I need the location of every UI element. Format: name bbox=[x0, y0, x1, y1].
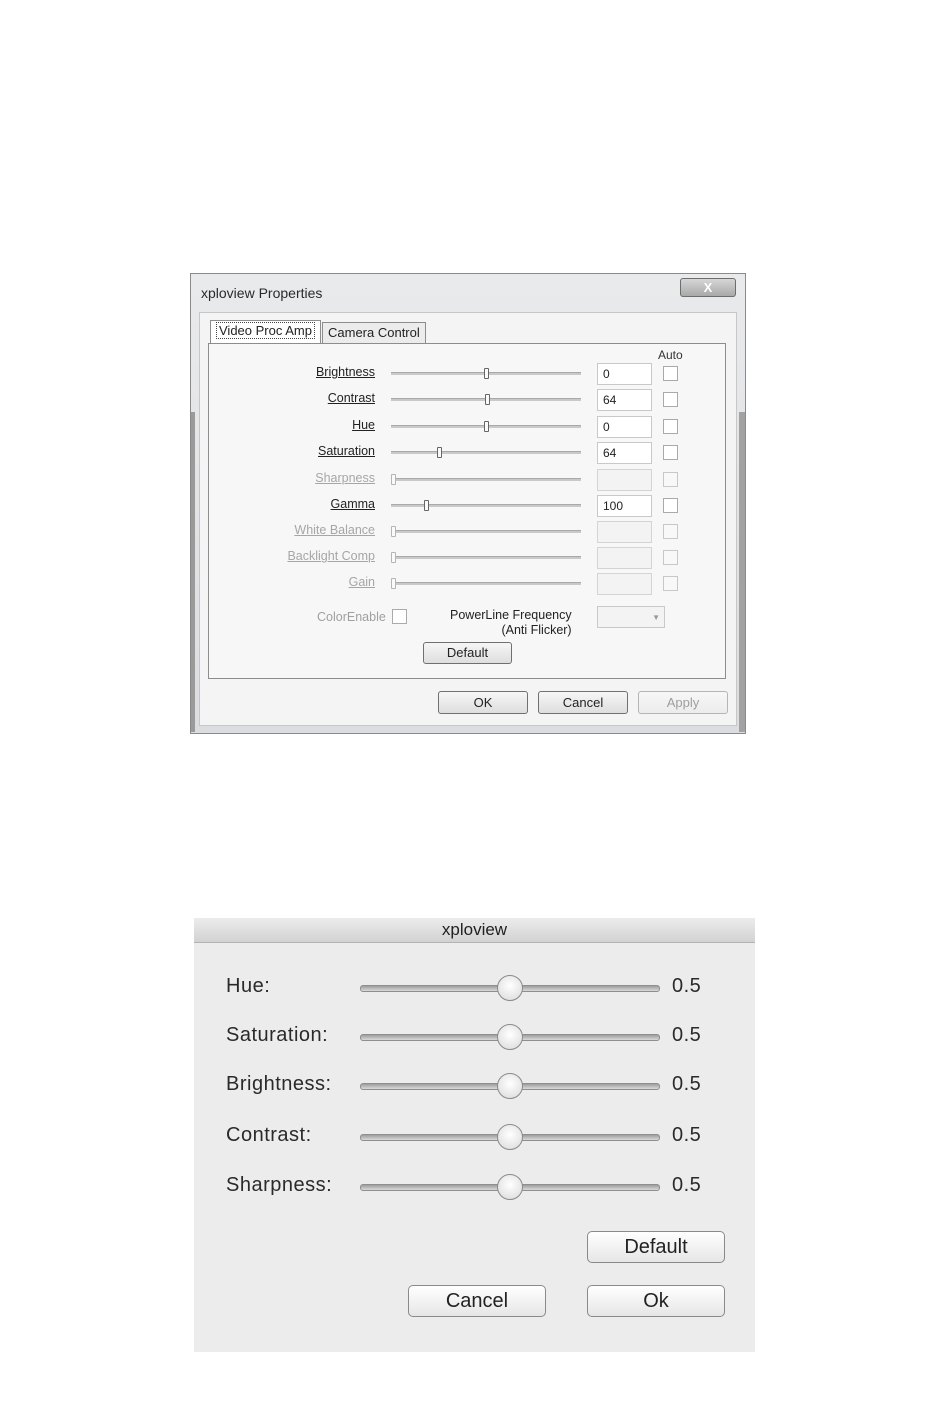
cancel-button[interactable]: Cancel bbox=[538, 691, 628, 714]
saturation-slider[interactable] bbox=[391, 451, 581, 454]
mac-sharpness-row bbox=[194, 1172, 755, 1202]
sharpness-row bbox=[209, 469, 727, 493]
saturation-label: Saturation bbox=[318, 444, 375, 458]
gamma-value-field[interactable]: 100 bbox=[597, 495, 652, 517]
backlight-comp-slider bbox=[391, 556, 581, 559]
mac-brightness-row bbox=[194, 1071, 755, 1101]
hue-row bbox=[209, 416, 727, 440]
gamma-slider[interactable] bbox=[391, 504, 581, 507]
color-enable-label: ColorEnable bbox=[317, 610, 386, 624]
contrast-auto-checkbox[interactable] bbox=[663, 392, 678, 407]
mac-contrast-slider-thumb[interactable] bbox=[497, 1124, 523, 1150]
hue-slider-thumb[interactable] bbox=[484, 421, 489, 432]
close-icon: X bbox=[703, 280, 713, 295]
sharpness-slider bbox=[391, 478, 581, 481]
brightness-row bbox=[209, 363, 727, 387]
gain-value-field bbox=[597, 573, 652, 595]
default-button[interactable]: Default bbox=[423, 642, 512, 664]
gain-row bbox=[209, 573, 727, 597]
white-balance-label: White Balance bbox=[294, 523, 375, 537]
mac-hue-slider-thumb[interactable] bbox=[497, 975, 523, 1001]
mac-saturation-row bbox=[194, 1022, 755, 1052]
backlight-comp-value-field bbox=[597, 547, 652, 569]
gamma-row bbox=[209, 495, 727, 519]
mac-saturation-label: Saturation: bbox=[226, 1024, 329, 1046]
backlight-comp-auto-checkbox bbox=[663, 550, 678, 565]
mac-hue-slider[interactable] bbox=[360, 985, 660, 992]
brightness-label: Brightness bbox=[315, 365, 375, 379]
contrast-slider[interactable] bbox=[391, 398, 581, 401]
gain-slider bbox=[391, 582, 581, 585]
hue-slider[interactable] bbox=[391, 425, 581, 428]
chevron-down-icon: ▼ bbox=[652, 613, 660, 622]
white-balance-row bbox=[209, 521, 727, 545]
tab-camera-control[interactable]: Camera Control bbox=[322, 322, 426, 343]
backlight-comp-row bbox=[209, 547, 727, 571]
saturation-auto-checkbox[interactable] bbox=[663, 445, 678, 460]
powerline-frequency-label bbox=[450, 608, 572, 638]
gain-auto-checkbox bbox=[663, 576, 678, 591]
gain-label: Gain bbox=[348, 575, 375, 589]
powerline-frequency-select[interactable] bbox=[597, 606, 665, 628]
backlight-comp-slider-thumb bbox=[391, 552, 396, 563]
mac-contrast-value: 0.5 bbox=[672, 1124, 702, 1146]
mac-xploview-dialog bbox=[194, 918, 755, 1352]
hue-label: Hue bbox=[352, 418, 375, 432]
white-balance-slider-thumb bbox=[391, 526, 396, 537]
ok-button[interactable]: OK bbox=[438, 691, 528, 714]
color-enable-checkbox[interactable] bbox=[392, 609, 407, 624]
backlight-comp-label: Backlight Comp bbox=[287, 549, 375, 563]
close-button[interactable] bbox=[680, 278, 736, 297]
auto-column-header: Auto bbox=[658, 348, 683, 362]
windows-properties-dialog bbox=[190, 273, 746, 734]
mac-sharpness-slider[interactable] bbox=[360, 1184, 660, 1191]
mac-brightness-slider-thumb[interactable] bbox=[497, 1073, 523, 1099]
hue-auto-checkbox[interactable] bbox=[663, 419, 678, 434]
window-title: xploview Properties bbox=[201, 285, 323, 301]
brightness-slider[interactable] bbox=[391, 372, 581, 375]
contrast-label: Contrast bbox=[327, 391, 375, 405]
window-edge-left bbox=[191, 412, 195, 732]
gamma-slider-thumb[interactable] bbox=[424, 500, 429, 511]
gain-slider-thumb bbox=[391, 578, 396, 589]
contrast-value-field[interactable]: 64 bbox=[597, 389, 652, 411]
mac-contrast-row bbox=[194, 1122, 755, 1152]
gamma-label: Gamma bbox=[330, 497, 375, 511]
mac-saturation-value: 0.5 bbox=[672, 1024, 702, 1046]
saturation-slider-thumb[interactable] bbox=[437, 447, 442, 458]
contrast-slider-thumb[interactable] bbox=[485, 394, 490, 405]
sharpness-value-field bbox=[597, 469, 652, 491]
gamma-auto-checkbox[interactable] bbox=[663, 498, 678, 513]
mac-contrast-slider[interactable] bbox=[360, 1134, 660, 1141]
mac-hue-value: 0.5 bbox=[672, 975, 702, 997]
apply-button: Apply bbox=[638, 691, 728, 714]
mac-default-button[interactable]: Default bbox=[587, 1231, 725, 1263]
mac-brightness-label: Brightness: bbox=[226, 1073, 332, 1095]
mac-window-title: xploview bbox=[194, 918, 755, 943]
mac-contrast-label: Contrast: bbox=[226, 1124, 312, 1146]
mac-sharpness-slider-thumb[interactable] bbox=[497, 1174, 523, 1200]
powerline-frequency-label-line2: (Anti Flicker) bbox=[501, 623, 572, 637]
mac-hue-row bbox=[194, 973, 755, 1003]
saturation-row bbox=[209, 442, 727, 466]
white-balance-value-field bbox=[597, 521, 652, 543]
mac-ok-button[interactable]: Ok bbox=[587, 1285, 725, 1317]
brightness-auto-checkbox[interactable] bbox=[663, 366, 678, 381]
brightness-value-field[interactable]: 0 bbox=[597, 363, 652, 385]
mac-brightness-value: 0.5 bbox=[672, 1073, 702, 1095]
sharpness-auto-checkbox bbox=[663, 472, 678, 487]
mac-sharpness-label: Sharpness: bbox=[226, 1174, 333, 1196]
tab-video-proc-amp[interactable]: Video Proc Amp bbox=[210, 320, 321, 343]
sharpness-label: Sharpness bbox=[315, 471, 375, 485]
mac-hue-label: Hue: bbox=[226, 975, 271, 997]
hue-value-field[interactable]: 0 bbox=[597, 416, 652, 438]
sharpness-slider-thumb bbox=[391, 474, 396, 485]
mac-cancel-button[interactable]: Cancel bbox=[408, 1285, 546, 1317]
window-edge-right bbox=[739, 412, 745, 732]
mac-saturation-slider[interactable] bbox=[360, 1034, 660, 1041]
white-balance-auto-checkbox bbox=[663, 524, 678, 539]
brightness-slider-thumb[interactable] bbox=[484, 368, 489, 379]
tab-panel bbox=[208, 343, 726, 679]
mac-sharpness-value: 0.5 bbox=[672, 1174, 702, 1196]
mac-saturation-slider-thumb[interactable] bbox=[497, 1024, 523, 1050]
saturation-value-field[interactable]: 64 bbox=[597, 442, 652, 464]
dialog-body bbox=[199, 312, 737, 726]
contrast-row bbox=[209, 389, 727, 413]
powerline-frequency-label-line1: PowerLine Frequency bbox=[450, 608, 572, 622]
white-balance-slider bbox=[391, 530, 581, 533]
mac-brightness-slider[interactable] bbox=[360, 1083, 660, 1090]
